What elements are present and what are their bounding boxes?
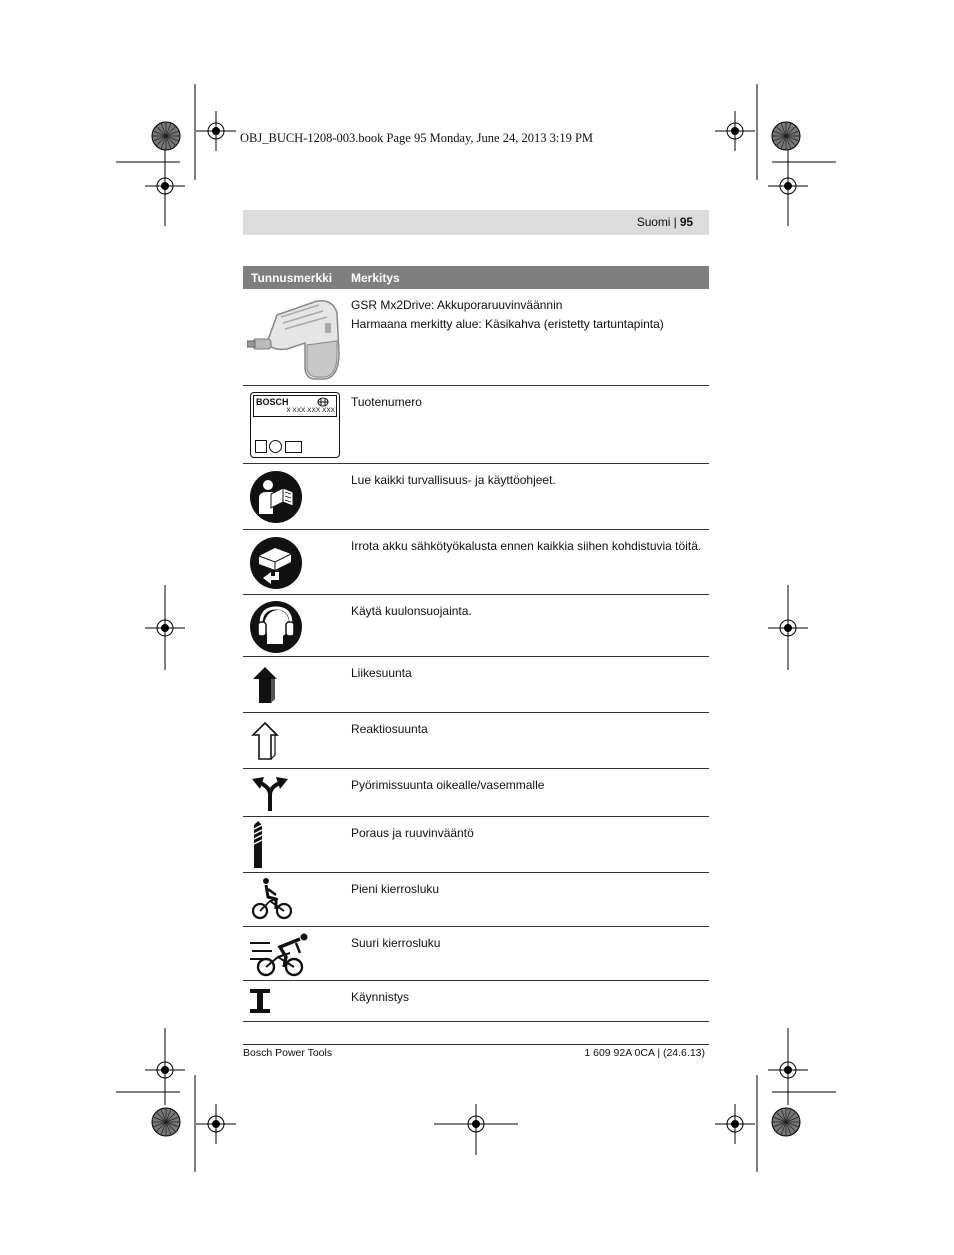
row-meaning [351,471,556,490]
meaning-line: Pieni kierrosluku [351,882,440,896]
tool-image-icon [247,293,347,383]
meaning-line: Reaktiosuunta [351,722,428,736]
nameplate-icon [250,392,340,458]
row-meaning [351,393,422,412]
meaning-line: Pyörimissuunta oikealle/vasemmalle [351,778,545,792]
table-row [243,464,709,530]
row-meaning [351,537,701,556]
fast-cyclist-icon [250,931,312,977]
row-meaning [351,602,472,621]
meaning-line: Suuri kierrosluku [351,936,441,950]
table-row [243,769,709,817]
nameplate-brand: BOSCH [256,397,289,407]
row-meaning [351,934,440,953]
row-meaning [351,824,474,843]
row-meaning [351,664,412,683]
row-meaning [351,880,439,899]
table-row [243,873,709,927]
reaction-arrow-icon [251,721,281,761]
meaning-line: Liikesuunta [351,666,412,680]
table-row [243,817,709,873]
movement-arrow-icon [251,665,281,705]
meaning-line: Harmaana merkitty alue: Käsikahva (eristetty tartuntapinta) [351,317,664,331]
row-meaning [351,988,409,1007]
table-row [243,657,709,713]
footer-divider [243,1044,709,1045]
footer-part-number: 1 609 92A 0CA | (24.6.13) [584,1047,705,1059]
header-separator: | [670,215,680,229]
meaning-line: Poraus ja ruuvinvääntö [351,826,474,840]
header-language: Suomi [636,215,671,229]
drill-bit-icon [251,821,265,869]
meaning-line: Käynnistys [351,990,410,1004]
slow-cyclist-icon [250,877,294,921]
page-header [243,210,709,235]
table-row [243,289,709,386]
symbols-table [243,266,709,1022]
table-row [243,713,709,769]
remove-battery-icon [249,536,303,590]
rotation-direction-icon [250,775,290,811]
table-row [243,927,709,981]
row-meaning [351,776,544,795]
meaning-line: Irrota akku sähkötyökalusta ennen kaikkia siihen kohdistuvia töitä. [351,539,702,553]
table-row [243,595,709,657]
meaning-line: Tuotenumero [351,395,422,409]
nameplate-serial: X XXX XXX XXX [286,407,335,414]
row-meaning [351,296,664,334]
table-row [243,981,709,1022]
on-switch-icon [250,989,270,1013]
footer-brand: Bosch Power Tools [243,1047,333,1059]
meaning-line: Käytä kuulonsuojainta. [351,604,472,618]
meaning-line: Lue kaikki turvallisuus- ja käyttöohjeet. [351,473,556,487]
ear-protection-icon [249,600,303,654]
read-manual-icon [249,470,303,524]
row-meaning [351,720,428,739]
table-row [243,530,709,595]
column-header-symbol: Tunnusmerkki [251,271,333,285]
page-number: 95 [679,215,693,229]
meaning-line: GSR Mx2Drive: Akkuporaruuvinväännin [351,298,563,312]
header-text [637,215,693,229]
table-header [243,266,709,289]
book-info-line: OBJ_BUCH-1208-003.book Page 95 Monday, June 24, 2013 3:19 PM [240,131,594,145]
column-header-meaning: Merkitys [351,271,400,285]
table-row [243,386,709,464]
